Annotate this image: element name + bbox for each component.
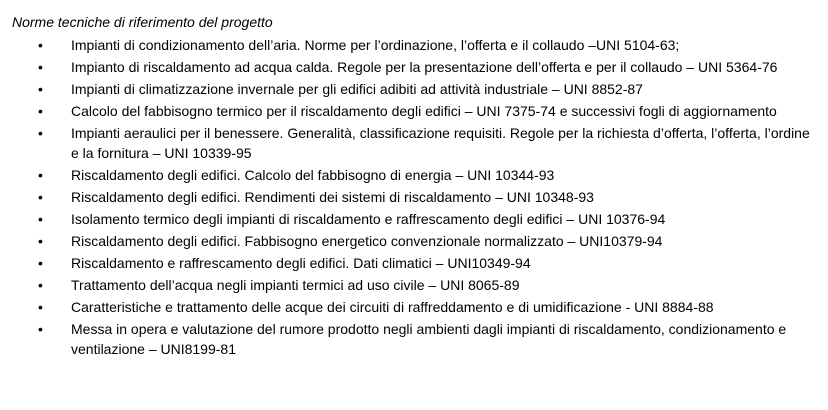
- bullet-icon: •: [38, 125, 43, 141]
- bullet-icon: •: [38, 37, 43, 53]
- bullet-icon: •: [38, 211, 43, 227]
- list-item-text: Caratteristiche e trattamento delle acque dei circuiti di raffreddamento e di umidificazione - UNI 8884-88: [71, 299, 714, 315]
- bullet-icon: •: [38, 299, 43, 315]
- list-item-text: Riscaldamento degli edifici. Rendimenti dei sistemi di riscaldamento – UNI 10348-93: [71, 189, 594, 205]
- list-item-text: Impianti aeraulici per il benessere. Generalità, classificazione requisiti. Regole per la richiesta d’offerta, l’offerta, l’ordine e la fornitura – UNI 10339-95: [71, 125, 810, 161]
- bullet-icon: •: [38, 233, 43, 249]
- document-body: [12, 13, 820, 361]
- list-item: [12, 319, 811, 359]
- bullet-icon: •: [38, 59, 43, 75]
- bullet-icon: •: [38, 167, 43, 183]
- bullet-icon: •: [38, 277, 43, 293]
- list-item-text: Riscaldamento degli edifici. Calcolo del fabbisogno di energia – UNI 10344-93: [71, 167, 555, 183]
- list-item-text: Messa in opera e valutazione del rumore prodotto negli ambienti dagli impianti di riscaldamento, condizionamento e ventilazione – UNI8199-81: [71, 321, 787, 357]
- list-item: [12, 231, 811, 251]
- list-item-text: Impianto di riscaldamento ad acqua calda. Regole per la presentazione dell’offerta e per il collaudo – UNI 5364-76: [71, 59, 778, 75]
- list-item-text: Riscaldamento degli edifici. Fabbisogno energetico convenzionale normalizzato – UNI10379-94: [71, 233, 663, 249]
- list-item-text: Impianti di condizionamento dell’aria. Norme per l’ordinazione, l’offerta e il collaudo –UNI 5104-63;: [71, 37, 680, 53]
- bullet-icon: •: [38, 103, 43, 119]
- list-item-text: Trattamento dell’acqua negli impianti termici ad uso civile – UNI 8065-89: [71, 277, 520, 293]
- list-item: [12, 165, 811, 185]
- list-item-text: Calcolo del fabbisogno termico per il riscaldamento degli edifici – UNI 7375-74 e successivi fogli di aggiornamento: [71, 103, 777, 119]
- standards-list: [12, 35, 820, 359]
- list-item: [12, 79, 811, 99]
- list-item: [12, 57, 811, 77]
- list-item: [12, 253, 811, 273]
- list-item-text: Isolamento termico degli impianti di riscaldamento e raffrescamento degli edifici – UNI 10376-94: [71, 211, 666, 227]
- list-item-text: Impianti di climatizzazione invernale per gli edifici adibiti ad attività industriale – UNI 8852-87: [71, 81, 643, 97]
- list-item: [12, 187, 811, 207]
- list-item: [12, 35, 811, 55]
- section-heading: Norme tecniche di riferimento del progetto: [12, 14, 273, 30]
- bullet-icon: •: [38, 255, 43, 271]
- list-item: [12, 123, 811, 163]
- bullet-icon: •: [38, 81, 43, 97]
- list-item: [12, 297, 811, 317]
- list-item: [12, 275, 811, 295]
- bullet-icon: •: [38, 321, 43, 337]
- list-item: [12, 209, 811, 229]
- list-item: [12, 101, 811, 121]
- list-item-text: Riscaldamento e raffrescamento degli edifici. Dati climatici – UNI10349-94: [71, 255, 531, 271]
- bullet-icon: •: [38, 189, 43, 205]
